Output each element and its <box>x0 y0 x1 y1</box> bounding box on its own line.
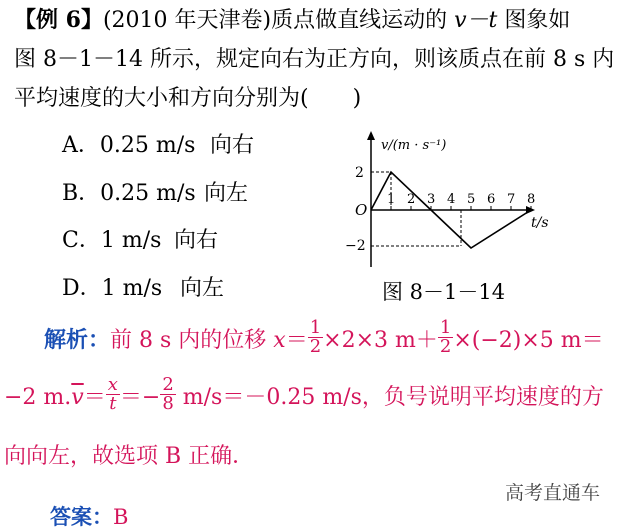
x-tick-label: 6 <box>487 192 496 207</box>
origin-label: O <box>355 201 368 219</box>
y-tick-2: 2 <box>355 165 364 181</box>
solution-text-1: 前 8 s 内的位移 <box>110 328 274 353</box>
option-a <box>62 133 255 159</box>
option-direction: 向左 <box>204 181 249 206</box>
option-letter: A． <box>62 133 100 158</box>
option-c <box>62 228 219 254</box>
question-vt: v－t <box>454 8 498 33</box>
answer-line <box>50 504 128 530</box>
displacement-symbol: x <box>273 328 286 353</box>
option-direction: 向左 <box>180 276 225 301</box>
solution-label: 解析： <box>44 327 111 353</box>
fraction-2-over-8: $\frac{2}{8}$ <box>162 373 174 414</box>
x-tick-label: 8 <box>527 192 536 207</box>
x-tick-label: 4 <box>447 192 456 207</box>
y-tick-neg2: −2 <box>345 238 366 254</box>
x-axis-label: t/s <box>531 215 549 231</box>
solution-text-4: −2 m. <box>4 385 72 410</box>
y-axis-arrow-icon <box>367 131 375 140</box>
fraction-x-over-t: $\frac{x}{t}$ <box>107 373 118 414</box>
x-tick-label: 5 <box>467 192 476 207</box>
question-text-1-tail: 图象如 <box>497 8 571 33</box>
fraction-half-2: $\frac{1}{2}$ <box>439 316 452 357</box>
example-label: 【例 6】 <box>14 7 103 33</box>
solution-eq-1: ＝ <box>285 328 308 353</box>
vt-graph <box>335 127 565 277</box>
option-value: 0.25 m/s <box>100 181 196 206</box>
x-tick-label: 7 <box>507 192 516 207</box>
avg-velocity-symbol: $\overline{v}$ <box>71 385 84 410</box>
x-tick-label: 3 <box>427 192 436 207</box>
option-value: 1 m/s <box>101 276 163 301</box>
question-line-3: 平均速度的大小和方向分别为( ) <box>14 86 362 111</box>
option-letter: C． <box>62 228 101 253</box>
question-line-1 <box>14 7 570 34</box>
x-tick-label: 1 <box>387 192 396 207</box>
option-letter: D． <box>62 276 102 301</box>
option-value: 1 m/s <box>100 228 162 253</box>
solution-line-3: 向向左，故选项 B 正确． <box>4 444 255 469</box>
solution-text-2: ×2×3 m＋ <box>323 328 438 353</box>
option-value: 0.25 m/s <box>99 133 196 158</box>
answer-value: B <box>113 505 129 529</box>
solution-text-5: m/s＝－0.25 m/s，负号说明平均速度的方 <box>175 385 604 410</box>
answer-label: 答案： <box>50 504 113 529</box>
fraction-half-1: $\frac{1}{2}$ <box>309 316 322 357</box>
option-direction: 向右 <box>174 228 219 253</box>
solution-line-2 <box>4 374 604 422</box>
solution-eq-2: ＝ <box>83 385 106 410</box>
watermark: 高考直通车 <box>505 482 601 504</box>
solution-text-3: ×(−2)×5 m＝ <box>453 328 604 353</box>
option-direction: 向右 <box>210 133 255 158</box>
question-text-1: (2010 年天津卷)质点做直线运动的 <box>102 8 455 33</box>
question-line-2: 图 8－1－14 所示，规定向右为正方向，则该质点在前 8 s 内 <box>14 47 615 72</box>
x-tick-label: 2 <box>407 192 416 207</box>
option-d <box>62 276 225 302</box>
option-b <box>62 181 249 207</box>
y-axis-label: v/(m · s⁻¹) <box>381 138 447 153</box>
figure-caption: 图 8－1－14 <box>382 280 506 304</box>
solution-line-1 <box>44 316 604 364</box>
solution-eq-3: ＝− <box>119 385 161 410</box>
option-letter: B． <box>62 181 101 206</box>
